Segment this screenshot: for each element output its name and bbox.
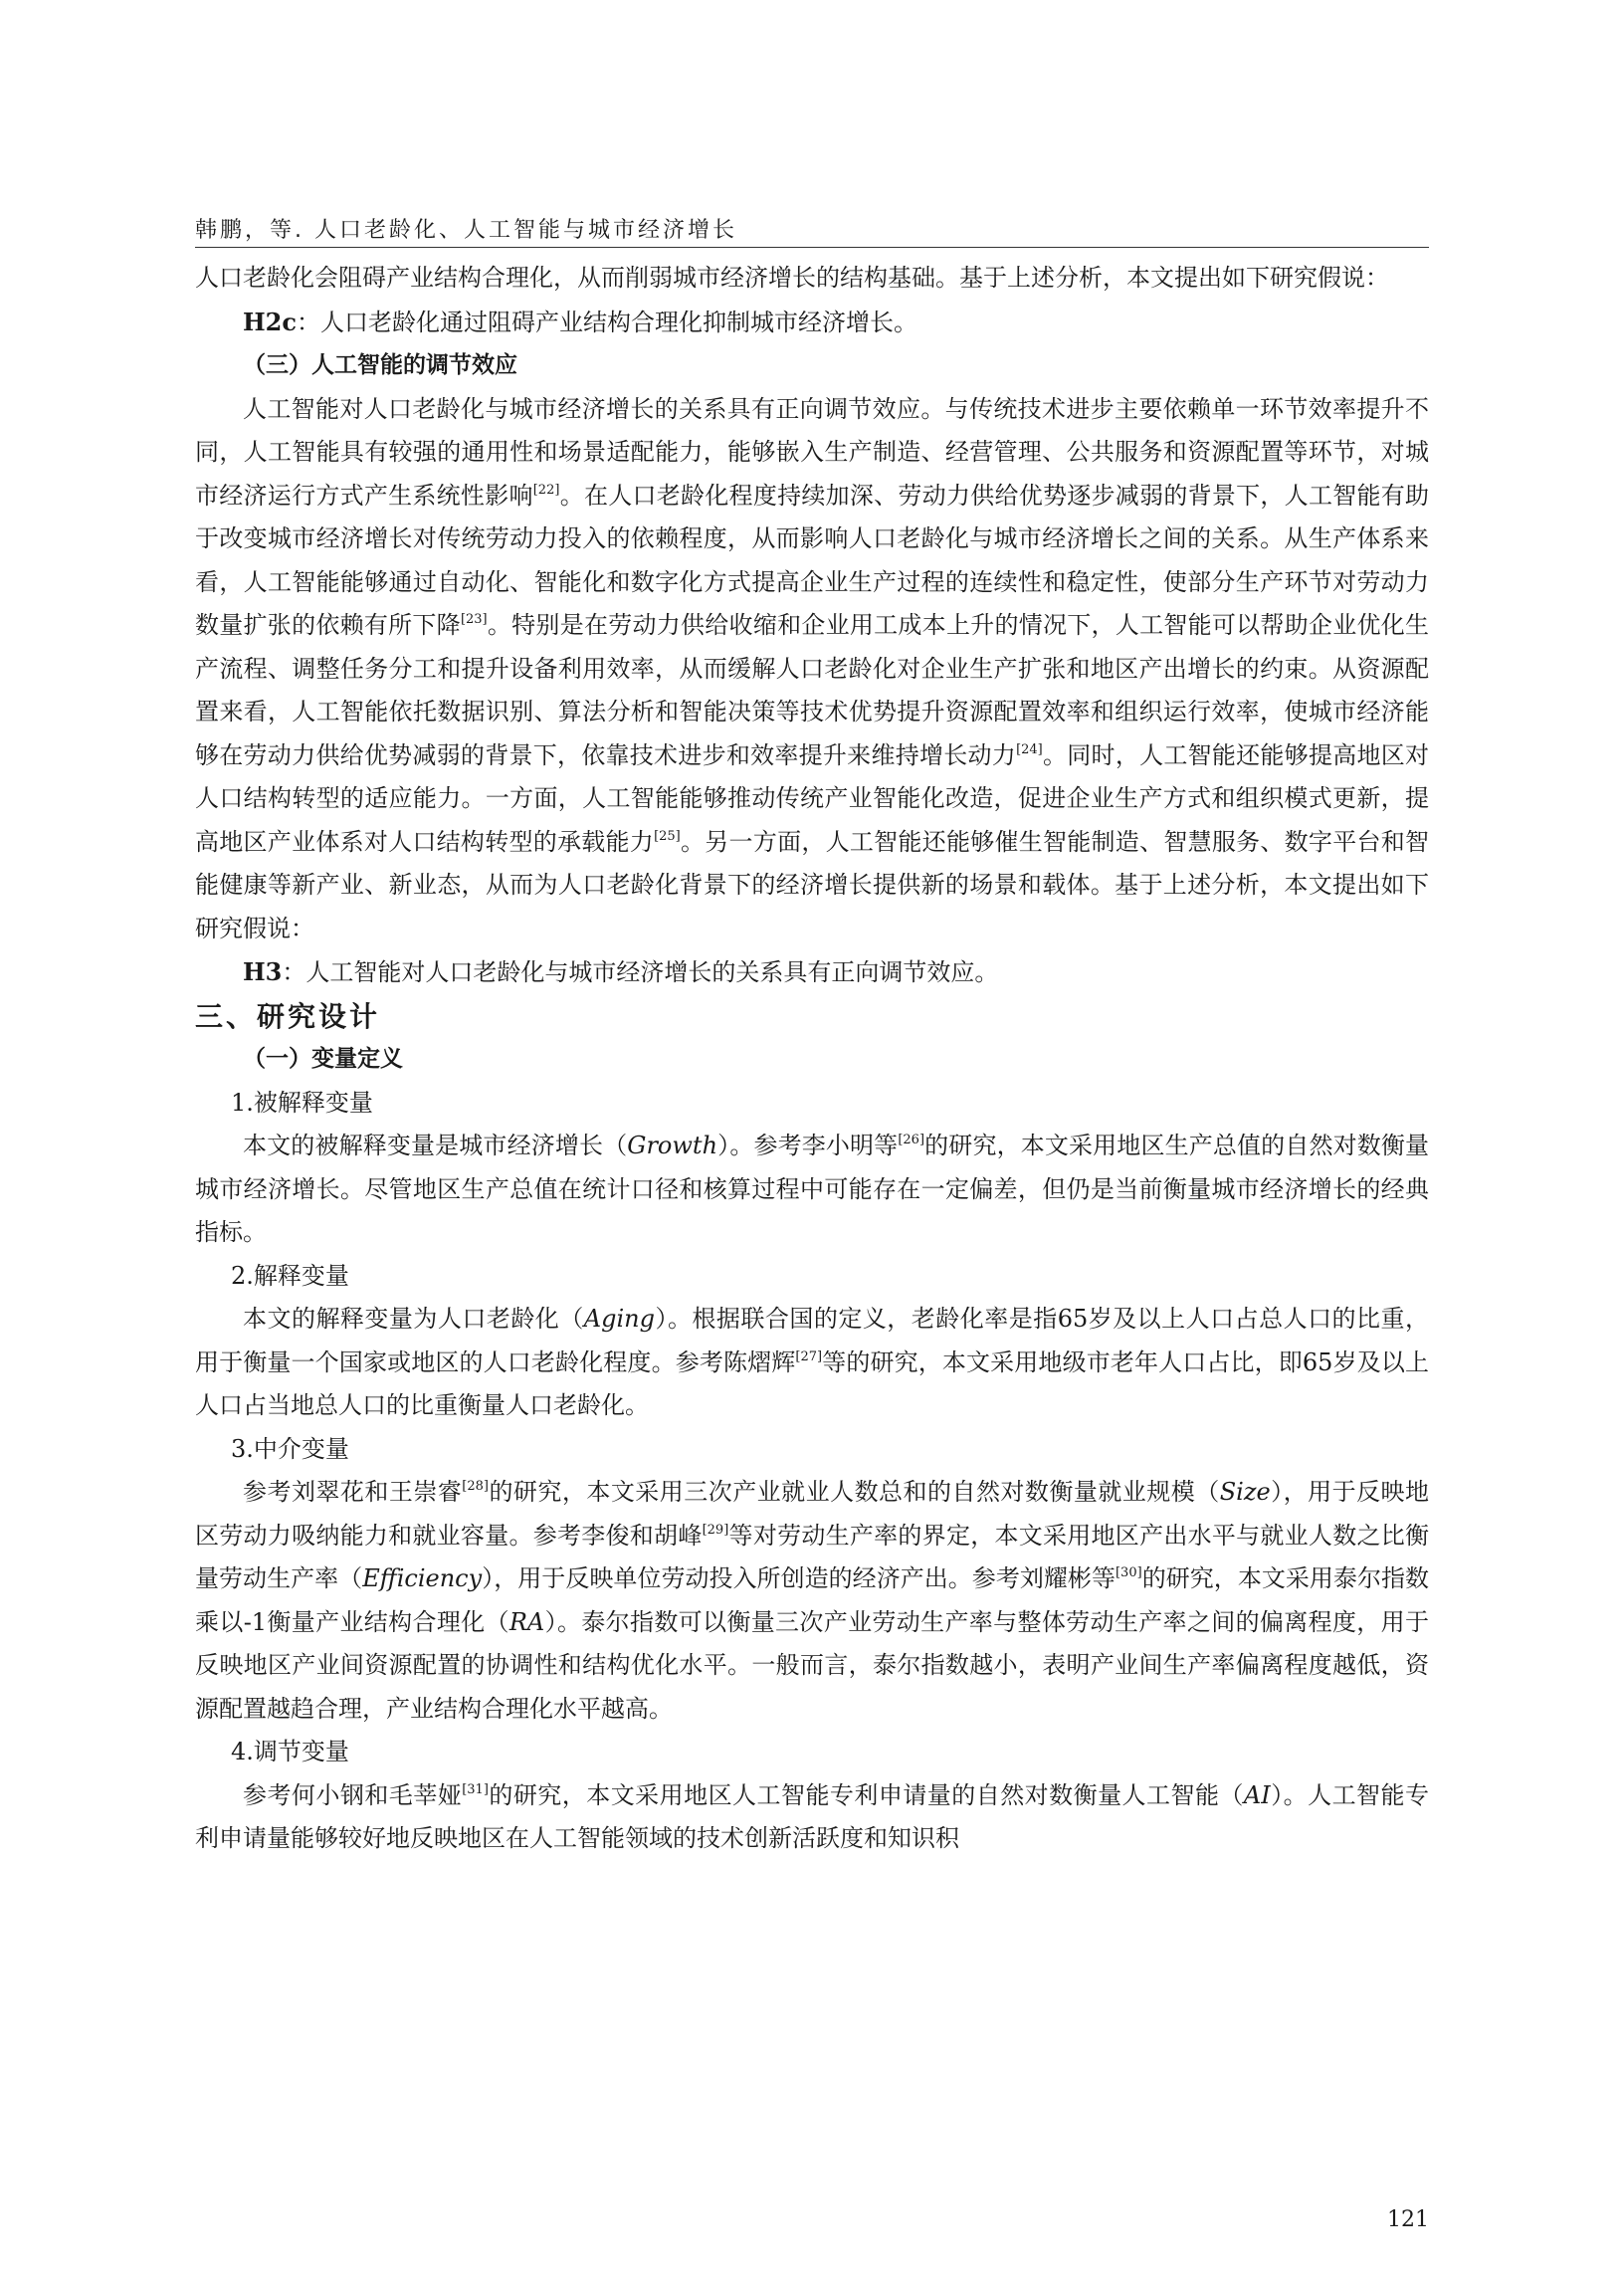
citation[interactable]: [28] [462, 1479, 489, 1494]
paragraph-explanatory-variable: 本文的解释变量为人口老龄化（Aging）。根据联合国的定义，老龄化率是指65岁及以上人口占总人口的比重，用于衡量一个国家或地区的人口老龄化程度。参考陈熠辉[27]等的研究，本文采用地级市老年人口占比，即65岁及以上人口占当地总人口的比重衡量人口老龄化。 [195, 1305, 1429, 1419]
variable-name: Size [1219, 1478, 1271, 1506]
header-rule [195, 247, 1429, 248]
variable-name: Aging [583, 1305, 655, 1333]
subsection-heading-1: （一）变量定义 [243, 1046, 403, 1072]
item-heading-3: 3.中介变量 [231, 1434, 349, 1463]
variable-name: Growth [627, 1132, 718, 1159]
paragraph-mediating-variables: 参考刘翠花和王崇睿[28]的研究，本文采用三次产业就业人数总和的自然对数衡量就业规模（Size），用于反映地区劳动力吸纳能力和就业容量。参考李俊和胡峰[29]等对劳动生产率的界定，本文采用地区产出水平与就业人数之比衡量劳动生产率（Efficiency），用于反映单位劳动投入所创造的经济产出。参考刘耀彬等[30]的研究，本文采用泰尔指数乘以-1衡量产业结构合理化（RA）。泰尔指数可以衡量三次产业劳动生产率与整体劳动生产率之间的偏离程度，用于反映地区产业间资源配置的协调性和结构优化水平。一般而言，泰尔指数越小，表明产业间生产率偏离程度越低，资源配置越趋合理，产业结构合理化水平越高。 [195, 1478, 1430, 1723]
article-body [195, 257, 1429, 1861]
hypothesis-h3: H3：人工智能对人口老龄化与城市经济增长的关系具有正向调节效应。 [243, 957, 999, 986]
citation[interactable]: [29] [702, 1522, 729, 1538]
hypothesis-label: H3 [243, 957, 283, 986]
hypothesis-label: H2c [243, 307, 297, 336]
variable-name: AI [1243, 1780, 1271, 1809]
variable-name: Efficiency [362, 1564, 483, 1592]
citation[interactable]: [23] [460, 612, 488, 627]
page-number: 121 [1387, 2207, 1429, 2232]
item-heading-2: 2.解释变量 [231, 1261, 349, 1290]
subsection-heading-3: （三）人工智能的调节效应 [243, 352, 517, 378]
citation[interactable]: [25] [654, 828, 681, 844]
item-heading-4: 4.调节变量 [231, 1738, 349, 1765]
item-heading-1: 1.被解释变量 [231, 1088, 373, 1117]
citation[interactable]: [27] [795, 1348, 823, 1364]
paragraph-ai-moderation: 人工智能对人口老龄化与城市经济增长的关系具有正向调节效应。与传统技术进步主要依赖单一环节效率提升不同，人工智能具有较强的通用性和场景适配能力，能够嵌入生产制造、经营管理、公共服务和资源配置等环节，对城市经济运行方式产生系统性影响[22]。在人口老龄化程度持续加深、劳动力供给优势逐步减弱的背景下，人工智能有助于改变城市经济增长对传统劳动力投入的依赖程度，从而影响人口老龄化与城市经济增长之间的关系。从生产体系来看，人工智能能够通过自动化、智能化和数字化方式提高企业生产过程的连续性和稳定性，使部分生产环节对劳动力数量扩张的依赖有所下降[23]。特别是在劳动力供给收缩和企业用工成本上升的情况下，人工智能可以帮助企业优化生产流程、调整任务分工和提升设备利用效率，从而缓解人口老龄化对企业生产扩张和地区产出增长的约束。从资源配置来看，人工智能依托数据识别、算法分析和智能决策等技术优势提升资源配置效率和组织运行效率，使城市经济能够在劳动力供给优势减弱的背景下，依靠技术进步和效率提升来维持增长动力[24]。同时，人工智能还能够提高地区对人口结构转型的适应能力。一方面，人工智能能够推动传统产业智能化改造，促进企业生产方式和组织模式更新，提高地区产业体系对人口结构转型的承载能力[25]。另一方面，人工智能还能够催生智能制造、智慧服务、数字平台和智能健康等新产业、新业态，从而为人口老龄化背景下的经济增长提供新的场景和载体。基于上述分析，本文提出如下研究假说： [195, 394, 1430, 942]
citation[interactable]: [22] [532, 482, 560, 498]
paragraph-continuation: 人口老龄化会阻碍产业结构合理化，从而削弱城市经济增长的结构基础。基于上述分析，本文提出如下研究假说： [195, 264, 1389, 292]
section-heading: 三、研究设计 [195, 999, 381, 1033]
citation[interactable]: [31] [462, 1781, 489, 1797]
citation[interactable]: [24] [1016, 741, 1043, 757]
paragraph-moderating-variable: 参考何小钢和毛莘娅[31]的研究，本文采用地区人工智能专利申请量的自然对数衡量人工智能（AI）。人工智能专利申请量能够较好地反映地区在人工智能领域的技术创新活跃度和知识积 [195, 1780, 1429, 1852]
paragraph-dependent-variable: 本文的被解释变量是城市经济增长（Growth）。参考李小明等[26]的研究，本文采用地区生产总值的自然对数衡量城市经济增长。尽管地区生产总值在统计口径和核算过程中可能存在一定偏差，但仍是当前衡量城市经济增长的经典指标。 [195, 1132, 1430, 1246]
variable-name: RA [508, 1607, 545, 1636]
citation[interactable]: [26] [898, 1133, 925, 1147]
citation[interactable]: [30] [1115, 1565, 1142, 1580]
hypothesis-h2c: H2c：人口老龄化通过阻碍产业结构合理化抑制城市经济增长。 [243, 307, 917, 336]
running-header: 韩鹏，等. 人口老龄化、人工智能与城市经济增长 [195, 218, 737, 243]
